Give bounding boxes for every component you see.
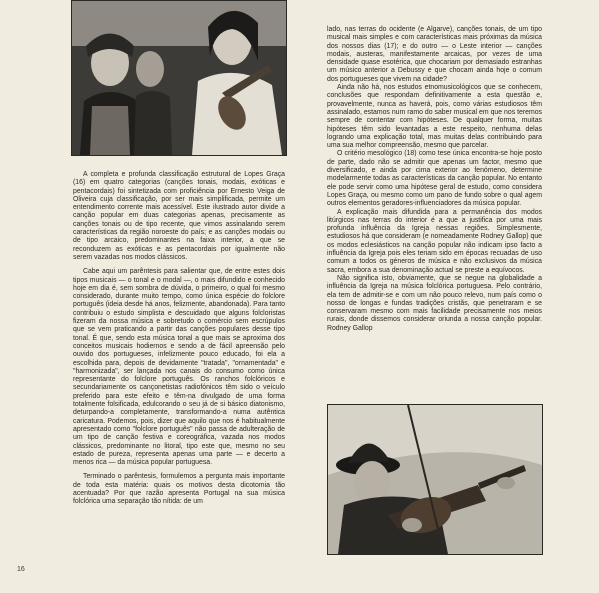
paragraph: A completa e profunda classificação estrutural de Lopes Graça (16) em quatro categorias (canções tonais, modais, exóticas e pentacordais) foi sintetizada com proficiência por Ernesto Veiga de Oliveira cuja classificação, por ser mais simplificada, permite um entendimento corrente mais acessível. Este ilustrado autor divide a canção popular em duas categorias apenas, precisamente as canções tonais ou de tipo recente, que vimos assinalando serem características da região noroeste do país; e as canções modais ou de tipo arcaico, predominantes na faixa interior, a que se reconduzem as exóticas e as pentacordais por igualmente não serem vazadas nos modos clássicos. [73, 171, 285, 261]
right-text-column [327, 26, 542, 333]
paragraph: Não significa isto, obviamente, que se negue na globalidade a influência da Igreja na música folclórica portuguesa. Pelo contrário, ela tem de admitir-se e com um não pouco relevo, num país como o nosso de longas e fundas tradições cristãs, que penetraram e se conservaram mesmo com mais facilidade precisamente nos meios rurais, donde dissemos considerar oriunda a nossa canção popular. Rodney Gallop [327, 274, 542, 332]
paragraph: A explicação mais difundida para a permanência dos modos litúrgicos nas terras do interior é a que a justifica por uma mais profunda influência da Igreja nessas regiões. Simplesmente, estudiosos há que consideram (e nomeadamente Rodney Gallop) que os modos eclesiásticos na canção popular não indicam ipso facto a influência da Igreja pois eles teriam sido em épocas recuadas de uso comum a todos os géneros de música e não exclusivos da música sacra, embora a sua denominação actual se preste a equívocos. [327, 208, 542, 274]
photo-fiddler [327, 404, 543, 555]
photo-fiddler-image [328, 405, 542, 554]
paragraph: Terminado o parêntesis, formulemos a pergunta mais importante de toda esta matéria: quais os motivos desta dicotomia tão acentuada? Por que razão apresenta Portugal na sua música folclórica uma separação tão nítida: de um [73, 473, 285, 506]
paragraph: Cabe aqui um parêntesis para salientar que, de entre estes dois tipos musicais — o tonal e o modal —, o mais difundido e conhecido hoje em dia é, sem sombra de dúvida, o primeiro, o qual foi mesmo considerado, durante muito tempo, como única espécie do folclore português (ideia desde há anos, felizmente, abandonada). Para tanto contribuiu o estudo simplista e descuidado que alguns folcloristas fizeram da nossa música e sobretudo o comércio sem escrúpulos que se vem praticando a partir das canções populares desse tipo tonal. É que, sendo esta música tonal a que mais se aproxima dos conceitos musicais hodiernos e sendo a de fácil apreensão pelo ouvido dos portugueses, infelizmente pouco educado, foi ela a escolhida para, depois de devidamente "tratada", "ornamentada" e "harmonizada", ser lançada nos canais do consumo como única representante do folclore português. Os ranchos folclóricos e secundariamente os cançonetistas radiofónicos têm sido o veículo preferido para este efeito e têm-na divulgado de uma forma totalmente folsificada, edulcorando o seu já de si básico diatonismo, deturpando-a completamente, transformando-a numa autêntica caricatura. Podemos, pois, dizer que aquilo que nos é habitualmente apresentado como "folclore português" não passa de adulteração de um tipo de canção festiva e coreográfica, vazada nos modos clássicos, predominante no litoral, tipo este que, mesmo no seu estado de pureza, representa apenas uma parte — e decerto a menos rica — da música popular portuguesa. [73, 268, 285, 467]
page-number: 16 [17, 566, 25, 573]
photo-singing-women-image [72, 1, 286, 155]
left-text-column [73, 171, 285, 507]
paragraph: lado, nas terras do ocidente (e Algarve), canções tonais, de um tipo musical mais simples e com características mais próximas da música dos nossos dias (17); e do outro — o Leste interior — canções modais, austeras, manifestamente arcaicas, por vezes de uma densidade quase esotérica, que chocariam por demasiado estranhas um músico anterior a Debussy e que chocam ainda hoje o comum dos portugueses que vivem na cidade? [327, 26, 542, 83]
photo-singing-women [71, 0, 287, 156]
paragraph: Ainda não há, nos estudos etnomusicológicos que se conhecem, conclusões que respondam definitivamente a esta questão e, provavelmente, nunca as haverá, pois, como várias estudiosos têm assinalado, estamos num ramo do saber musical em que nos teremos sempre de contentar com hipóteses. De qualquer forma, muitas hipóteses têm sido levantadas a este respeito, nenhuma delas logrando uma explicação total, mas muitas delas contribuindo para uma sua melhor compreensão, mesmo que parcelar. [327, 84, 542, 150]
paragraph: O critério mesológico (18) como tese única encontra-se hoje posto de parte, dado não se admitir que apenas um factor, mesmo que diversificado, e ainda por cima exterior ao fenómeno, determine modelarmente todas as características da canção popular. No entanto ele pode servir como uma hipótese geral de estudo, como considera Lopes Graça, ou mesmo como um pano de fundo sobre o qual agem outros elementos geradores-influenciadores da música popular. [327, 150, 542, 208]
